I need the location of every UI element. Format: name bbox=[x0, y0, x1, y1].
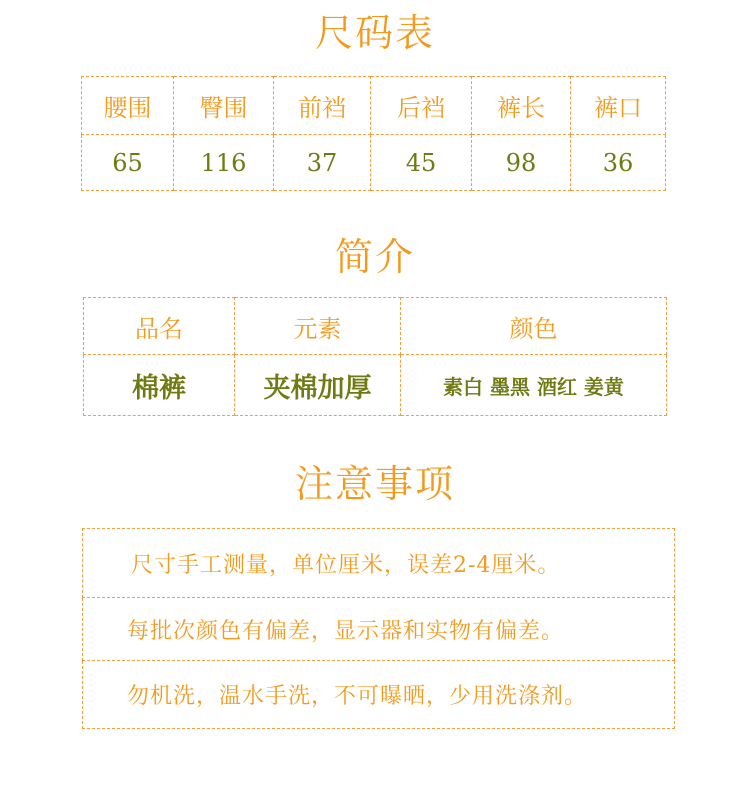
size-chart-value-row bbox=[82, 135, 666, 191]
size-header-back-rise: 后裆 bbox=[371, 77, 472, 135]
intro-value-row bbox=[84, 355, 667, 416]
size-header-leg-opening: 裤口 bbox=[571, 77, 666, 135]
size-header-waist: 腰围 bbox=[82, 77, 174, 135]
size-value-hip: 116 bbox=[174, 135, 274, 191]
notes-table bbox=[82, 528, 675, 729]
intro-table bbox=[83, 297, 667, 416]
size-value-back-rise: 45 bbox=[371, 135, 472, 191]
size-chart-title: 尺码表 bbox=[314, 11, 435, 55]
size-value-leg-opening: 36 bbox=[571, 135, 666, 191]
size-chart-table bbox=[81, 76, 666, 191]
intro-header-name: 品名 bbox=[84, 298, 235, 355]
intro-value-element: 夹棉加厚 bbox=[235, 355, 401, 416]
intro-title: 简介 bbox=[334, 235, 415, 279]
notes-row bbox=[83, 598, 675, 661]
size-chart-header-row bbox=[82, 77, 666, 135]
notes-row bbox=[83, 529, 675, 598]
size-header-length: 裤长 bbox=[472, 77, 571, 135]
note-item: 勿机洗，温水手洗，不可曝晒，少用洗涤剂。 bbox=[83, 661, 675, 729]
note-item: 尺寸手工测量，单位厘米，误差2-4厘米。 bbox=[83, 529, 675, 598]
size-value-length: 98 bbox=[472, 135, 571, 191]
intro-header-element: 元素 bbox=[235, 298, 401, 355]
size-header-hip: 臀围 bbox=[174, 77, 274, 135]
size-header-front-rise: 前裆 bbox=[274, 77, 371, 135]
intro-value-color: 素白 墨黑 酒红 姜黄 bbox=[401, 355, 667, 416]
notes-title: 注意事项 bbox=[294, 462, 455, 506]
intro-value-name: 棉裤 bbox=[84, 355, 235, 416]
notes-row bbox=[83, 661, 675, 729]
size-value-front-rise: 37 bbox=[274, 135, 371, 191]
intro-header-color: 颜色 bbox=[401, 298, 667, 355]
intro-header-row bbox=[84, 298, 667, 355]
size-value-waist: 65 bbox=[82, 135, 174, 191]
note-item: 每批次颜色有偏差，显示器和实物有偏差。 bbox=[83, 598, 675, 661]
